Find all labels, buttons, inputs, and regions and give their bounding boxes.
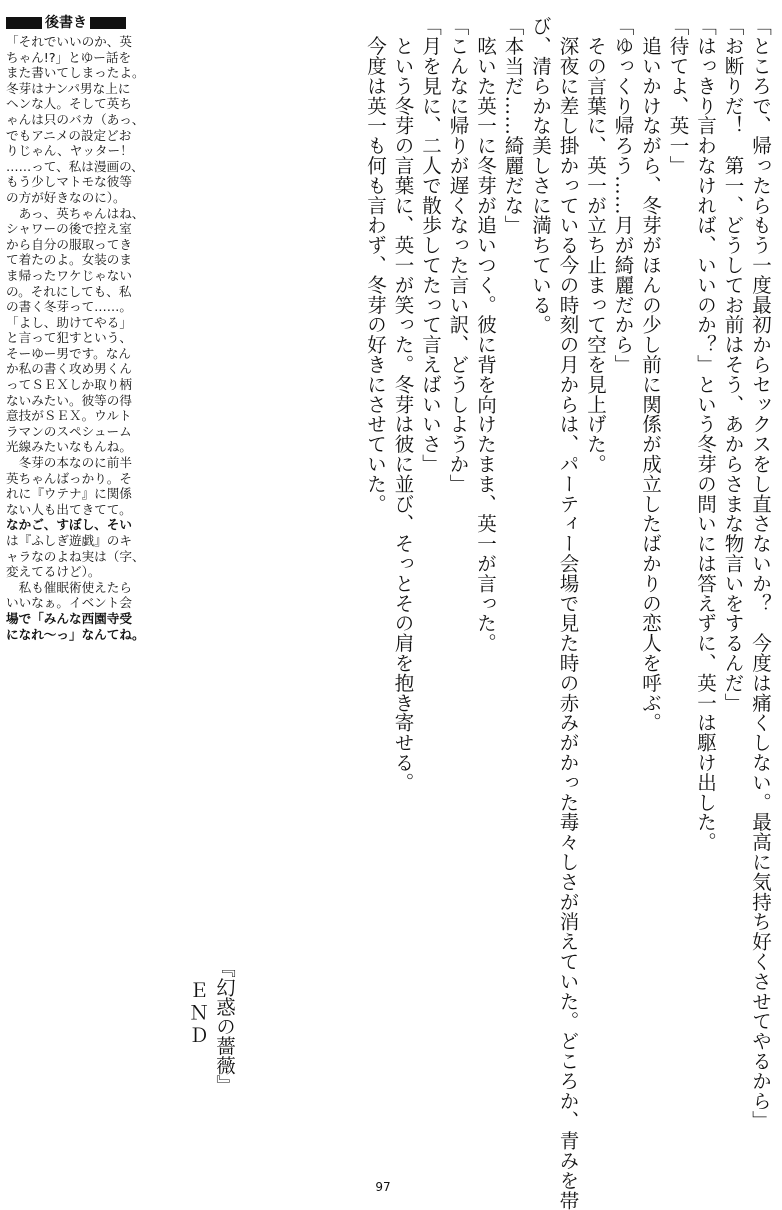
afterword-line: て着たのよ。女装のま	[6, 252, 132, 268]
afterword-line: シャワーの後で控え室	[6, 221, 132, 237]
afterword-line: 私も催眠術使えたら	[6, 579, 132, 595]
afterword-column	[6, 14, 178, 642]
text-line: 「本当だ……綺麗だな」	[501, 16, 525, 235]
text-line: 「待てよ、英一」	[666, 16, 690, 176]
afterword-line: 「よし、助けてやる」	[6, 314, 132, 330]
afterword-line: 「それでいいのか、英	[6, 34, 132, 49]
afterword-line: ない人も出てきてて。	[6, 501, 132, 517]
text-line: 「こんなに帰りが遅くなった言い訳、どうしようか」	[446, 16, 470, 494]
afterword-line: 意技がＳＥＸ。ウルト	[6, 408, 132, 424]
page-number: 97	[375, 1180, 391, 1194]
text-line: 「はっきり言わなければ、いいのか？」という冬芽の問いには答えずに、英一は駆け出した。	[694, 16, 717, 852]
afterword-line: の書く冬芽って……。	[6, 299, 132, 315]
afterword-line: ってＳＥＸしか取り柄	[6, 377, 132, 393]
afterword-line: ……って、私は漫画の、	[6, 158, 144, 174]
text-line: 「月を見に、二人で散歩してたって言えばいいさ」	[419, 16, 442, 474]
story-end-block	[178, 958, 238, 1158]
afterword-heading	[6, 14, 178, 32]
afterword-line: の方が好きなのに）。	[6, 189, 126, 205]
afterword-line: ゃんは只のバカ（あっ、	[6, 111, 145, 127]
afterword-line: ま帰ったワケじゃない	[6, 267, 132, 283]
afterword-line: ラマンのスペシューム	[6, 423, 132, 439]
afterword-line: 英ちゃんばっかり。そ	[6, 470, 132, 486]
afterword-line: また書いてしまったよ。	[6, 65, 145, 81]
afterword-line: から自分の服取ってき	[6, 236, 132, 252]
text-line: 追いかけながら、冬芽がほんの少し前に関係が成立したばかりの恋人を呼ぶ。	[639, 16, 662, 733]
afterword-line: になれ〜っ」なんてね。	[6, 626, 145, 642]
afterword-line: ヘンな人。そして英ち	[6, 96, 132, 112]
text-line: という冬芽の言葉に、英一が笑った。冬芽は彼に並び、そっとその肩を抱き寄せる。	[391, 16, 415, 793]
afterword-line: と言って犯すという、	[6, 330, 132, 346]
afterword-line: ちゃん!?」とゆー話を	[6, 49, 132, 65]
afterword-line: 光線みたいなもんね。	[6, 439, 132, 455]
afterword-line: 冬芽はナンパ男な上に	[6, 80, 131, 96]
text-line: 「お断りだ！ 第一、どうしてお前はそう、あからさまな物言いをするんだ」	[721, 16, 745, 713]
afterword-line: は『ふしぎ遊戯』のキ	[6, 533, 132, 548]
text-line: 今度は英一も何も言わず、冬芽の好きにさせていた。	[364, 16, 387, 514]
afterword-line: か私の書く攻め男くん	[6, 361, 132, 377]
afterword-line: 変えてるけど）。	[6, 564, 101, 580]
afterword-line: もう少しマトモな彼等	[6, 174, 132, 190]
afterword-line: ャラなのよね実は（字、	[6, 548, 145, 564]
text-line: その言葉に、英一が立ち止まって空を見上げた。	[584, 16, 607, 474]
afterword-line: なかご、すぼし、そい	[6, 517, 132, 533]
heading-bar-left	[6, 17, 42, 29]
afterword-line: でもアニメの設定どお	[6, 127, 132, 143]
text-line: 呟いた英一に冬芽が追いつく。彼に背を向けたまま、英一が言った。	[474, 16, 497, 653]
afterword-line: そーゆー男です。なん	[6, 345, 131, 361]
afterword-line: いいなぁ。イベント会	[6, 595, 132, 611]
afterword-line: りじゃん、ヤッター！	[6, 143, 133, 159]
text-line: び、清らかな美しさに満ちている。	[529, 16, 552, 335]
end-mark: ＥＮＤ	[186, 980, 209, 1048]
afterword-line: あっ、英ちゃんはね、	[6, 205, 145, 221]
afterword-line: の。それにしても、私	[6, 283, 132, 299]
afterword-line: れに『ウテナ』に関係	[6, 486, 132, 502]
text-line: 「ゆっくり帰ろう……月が綺麗だから」	[611, 16, 635, 375]
work-title: 『幻惑の薔薇』	[213, 958, 236, 1095]
text-line: 「ところで、帰ったらもう一度最初からセックスをし直さないか？ 今度は痛くしない。最高に気持ち好くさせてやるから」	[749, 16, 772, 1131]
afterword-line: ないみたい。彼等の得	[6, 392, 132, 408]
afterword-line: 場で「みんな西園寺受	[6, 610, 132, 626]
afterword-heading-text: 後書き	[45, 15, 87, 31]
afterword-body	[6, 34, 178, 642]
text-line: 深夜に差し掛かっている今の時刻の月からは、パーティー会場で見た時の赤みがかった毒々しさが消えていた。どころか、青みを帯	[556, 16, 580, 1210]
heading-bar-right	[90, 17, 126, 29]
afterword-line: 冬芽の本なのに前半	[6, 455, 132, 471]
